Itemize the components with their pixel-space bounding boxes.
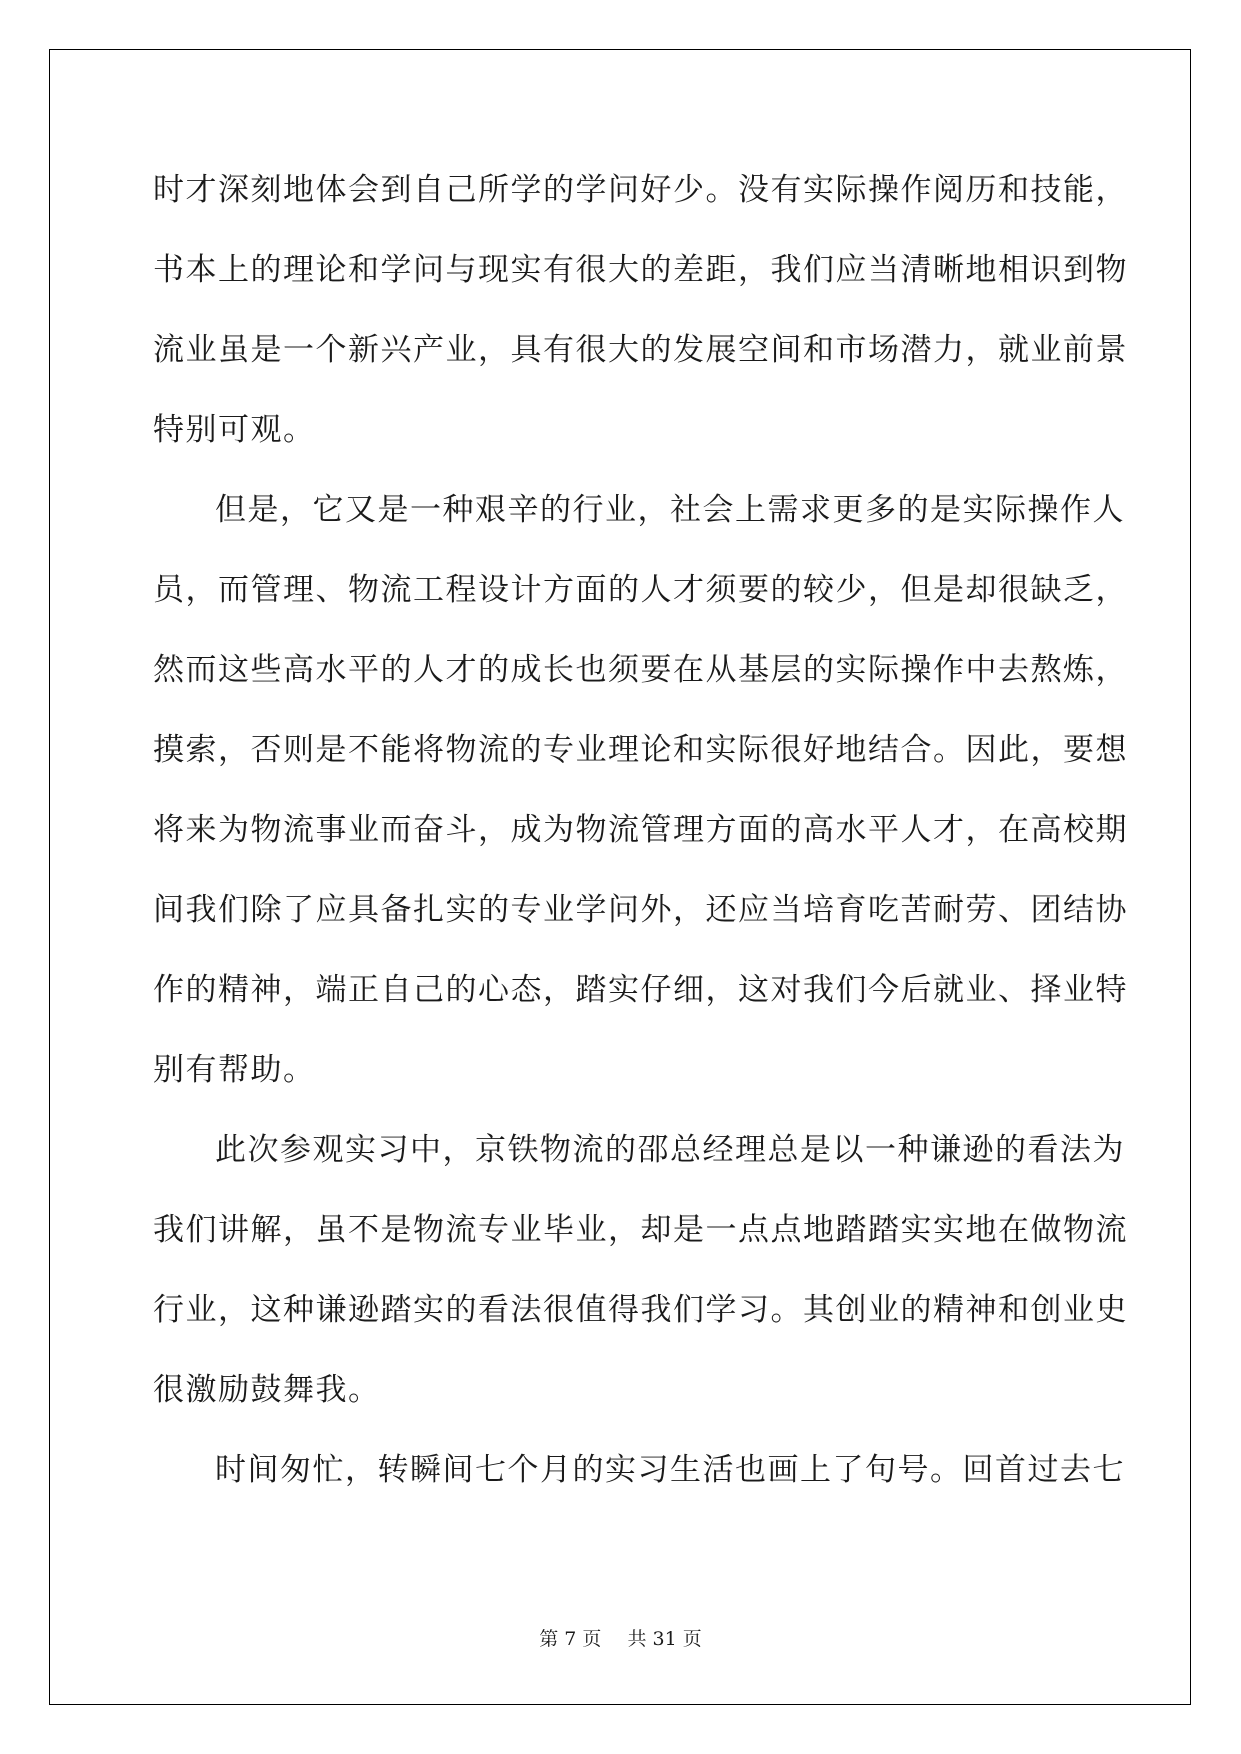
page-number: 第 7 页 <box>539 1628 602 1650</box>
text-line: 作的精神，端正自己的心态，踏实仔细，这对我们今后就业、择业特 <box>153 972 1128 1008</box>
text-line: 此次参观实习中，京铁物流的邵总经理总是以一种谦逊的看法为 <box>215 1132 1125 1168</box>
text-line: 行业，这种谦逊踏实的看法很值得我们学习。其创业的精神和创业史 <box>153 1292 1128 1328</box>
text-line: 然而这些高水平的人才的成长也须要在从基层的实际操作中去熬炼， <box>153 652 1128 688</box>
text-line: 时才深刻地体会到自己所学的学问好少。没有实际操作阅历和技能， <box>153 172 1128 208</box>
text-line: 时间匆忙，转瞬间七个月的实习生活也画上了句号。回首过去七 <box>215 1452 1125 1488</box>
text-line: 书本上的理论和学问与现实有很大的差距，我们应当清晰地相识到物 <box>153 252 1128 288</box>
text-line: 员，而管理、物流工程设计方面的人才须要的较少，但是却很缺乏， <box>153 572 1128 608</box>
text-line: 我们讲解，虽不是物流专业毕业，却是一点点地踏踏实实地在做物流 <box>153 1212 1128 1248</box>
text-line: 特别可观。 <box>153 412 316 448</box>
text-line: 但是，它又是一种艰辛的行业，社会上需求更多的是实际操作人 <box>215 492 1125 528</box>
text-line: 很激励鼓舞我。 <box>153 1372 381 1408</box>
document-body <box>153 150 1128 1510</box>
text-line: 摸索，否则是不能将物流的专业理论和实际很好地结合。因此，要想 <box>153 732 1128 768</box>
text-line: 别有帮助。 <box>153 1052 316 1088</box>
text-line: 间我们除了应具备扎实的专业学问外，还应当培育吃苦耐劳、团结协 <box>153 892 1128 928</box>
page-total: 共 31 页 <box>627 1628 702 1650</box>
text-line: 将来为物流事业而奋斗，成为物流管理方面的高水平人才，在高校期 <box>153 812 1128 848</box>
page-footer <box>0 1624 1241 1651</box>
text-line: 流业虽是一个新兴产业，具有很大的发展空间和市场潜力，就业前景 <box>153 332 1128 368</box>
